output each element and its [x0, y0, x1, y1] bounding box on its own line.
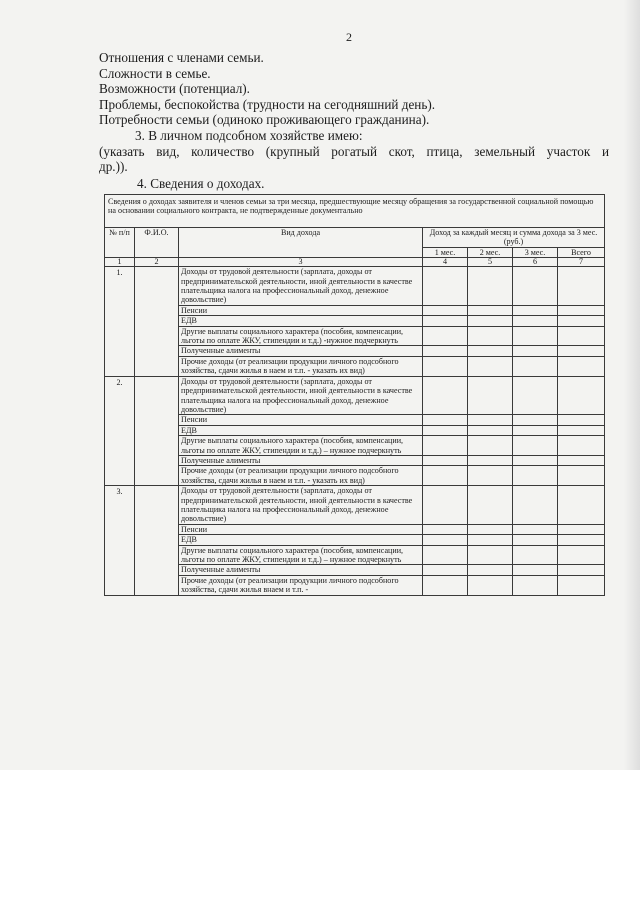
total-amount-cell[interactable] [558, 436, 605, 456]
month-1-amount-cell[interactable] [423, 356, 468, 376]
income-type-cell: Прочие доходы (от реализации продукции личного подсобного хозяйства, сдачи жилья в наем и т.п. - указать их вид) [179, 466, 423, 486]
total-amount-cell[interactable] [558, 575, 605, 595]
income-type-cell: ЕДВ [179, 425, 423, 435]
column-number: 5 [468, 258, 513, 267]
table-row [105, 267, 605, 306]
income-type-cell: Другие выплаты социального характера (пособия, компенсации, льготы по оплате ЖКУ, стипендии и т.д.) – нужное подчеркнуть [179, 436, 423, 456]
month-2-amount-cell[interactable] [468, 415, 513, 425]
month-3-amount-cell[interactable] [513, 436, 558, 456]
income-type-cell: ЕДВ [179, 316, 423, 326]
total-amount-cell[interactable] [558, 415, 605, 425]
table-row [105, 575, 605, 595]
month-1-amount-cell[interactable] [423, 455, 468, 465]
month-3-amount-cell[interactable] [513, 356, 558, 376]
table-row [105, 436, 605, 456]
total-amount-cell[interactable] [558, 455, 605, 465]
table-caption-row [105, 195, 605, 228]
month-3-amount-cell[interactable] [513, 346, 558, 356]
column-number: 3 [179, 258, 423, 267]
header-total: Всего [558, 247, 605, 257]
header-income-group: Доход за каждый месяц и сумма дохода за 3 мес. (руб.) [423, 228, 605, 248]
income-type-cell: Другие выплаты социального характера (пособия, компенсации, льготы по оплате ЖКУ, стипендии и т.д.) – нужное подчеркнуть [179, 545, 423, 565]
table-row [105, 486, 605, 525]
table-row [105, 425, 605, 435]
total-amount-cell[interactable] [558, 425, 605, 435]
income-type-cell: Пенсии [179, 415, 423, 425]
income-type-cell: Доходы от трудовой деятельности (зарплата, доходы от предпринимательской деятельности, иной деятельности в качестве плательщика налога на профессиональный доход, денежное довольствие) [179, 267, 423, 306]
total-amount-cell[interactable] [558, 524, 605, 534]
month-2-amount-cell[interactable] [468, 535, 513, 545]
income-type-cell: Полученные алименты [179, 565, 423, 575]
fio-cell[interactable] [135, 267, 179, 376]
income-type-cell: Доходы от трудовой деятельности (зарплата, доходы от предпринимательской деятельности, иной деятельности в качестве плательщика налога на профессиональный доход, денежное довольствие) [179, 376, 423, 415]
month-3-amount-cell[interactable] [513, 575, 558, 595]
month-3-amount-cell[interactable] [513, 486, 558, 525]
section-4-title: 4. Сведения о доходах. [137, 175, 265, 191]
total-amount-cell[interactable] [558, 305, 605, 315]
column-numbers-row [105, 258, 605, 267]
month-2-amount-cell[interactable] [468, 425, 513, 435]
total-amount-cell[interactable] [558, 565, 605, 575]
income-type-cell: Полученные алименты [179, 346, 423, 356]
section-3-title: 3. В личном подсобном хозяйстве имею: [135, 127, 363, 143]
month-2-amount-cell[interactable] [468, 524, 513, 534]
intro-line: Сложности в семье. [99, 65, 211, 81]
month-1-amount-cell[interactable] [423, 346, 468, 356]
income-type-cell: Прочие доходы (от реализации продукции личного подсобного хозяйства, сдачи жилья в наем и т.п. - указать их вид) [179, 356, 423, 376]
table-row [105, 565, 605, 575]
page-number: 2 [346, 30, 352, 44]
month-1-amount-cell[interactable] [423, 326, 468, 346]
column-number: 7 [558, 258, 605, 267]
month-1-amount-cell[interactable] [423, 376, 468, 415]
month-2-amount-cell[interactable] [468, 346, 513, 356]
intro-text [99, 50, 609, 191]
total-amount-cell[interactable] [558, 267, 605, 306]
month-1-amount-cell[interactable] [423, 545, 468, 565]
table-row [105, 326, 605, 346]
table-row [105, 466, 605, 486]
month-3-amount-cell[interactable] [513, 545, 558, 565]
month-1-amount-cell[interactable] [423, 316, 468, 326]
total-amount-cell[interactable] [558, 346, 605, 356]
income-type-cell: Пенсии [179, 524, 423, 534]
month-1-amount-cell[interactable] [423, 524, 468, 534]
month-1-amount-cell[interactable] [423, 565, 468, 575]
month-3-amount-cell[interactable] [513, 316, 558, 326]
table-row [105, 415, 605, 425]
table-row [105, 346, 605, 356]
month-3-amount-cell[interactable] [513, 466, 558, 486]
total-amount-cell[interactable] [558, 326, 605, 346]
month-2-amount-cell[interactable] [468, 486, 513, 525]
total-amount-cell[interactable] [558, 376, 605, 415]
intro-line: Возможности (потенциал). [99, 81, 250, 97]
month-2-amount-cell[interactable] [468, 466, 513, 486]
table-row [105, 316, 605, 326]
table-row [105, 305, 605, 315]
month-1-amount-cell[interactable] [423, 267, 468, 306]
month-3-amount-cell[interactable] [513, 524, 558, 534]
month-3-amount-cell[interactable] [513, 565, 558, 575]
table-row [105, 545, 605, 565]
header-month-1: 1 мес. [423, 247, 468, 257]
total-amount-cell[interactable] [558, 486, 605, 525]
month-2-amount-cell[interactable] [468, 565, 513, 575]
month-2-amount-cell[interactable] [468, 575, 513, 595]
month-1-amount-cell[interactable] [423, 415, 468, 425]
month-2-amount-cell[interactable] [468, 545, 513, 565]
month-1-amount-cell[interactable] [423, 466, 468, 486]
month-1-amount-cell[interactable] [423, 425, 468, 435]
table-row [105, 376, 605, 415]
header-month-3: 3 мес. [513, 247, 558, 257]
month-1-amount-cell[interactable] [423, 436, 468, 456]
section-3-text-cont: др.)). [99, 159, 128, 175]
table-row [105, 535, 605, 545]
month-1-amount-cell[interactable] [423, 305, 468, 315]
column-number: 6 [513, 258, 558, 267]
column-number: 4 [423, 258, 468, 267]
table-caption: Сведения о доходах заявителя и членов семьи за три месяца, предшествующие месяцу обращения за государственной социальной помощью на основании социального контракта, не подтвержденные документально [105, 195, 605, 228]
row-number-cell: 3. [105, 486, 135, 595]
month-3-amount-cell[interactable] [513, 415, 558, 425]
header-income-type: Вид дохода [179, 228, 423, 258]
intro-line: Потребности семьи (одиноко проживающего гражданина). [99, 112, 430, 128]
month-2-amount-cell[interactable] [468, 376, 513, 415]
column-number: 2 [135, 258, 179, 267]
fio-cell[interactable] [135, 486, 179, 595]
income-type-cell: Доходы от трудовой деятельности (зарплата, доходы от предпринимательской деятельности, иной деятельности в качестве плательщика налога на профессиональный доход, денежное довольствие) [179, 486, 423, 525]
column-number: 1 [105, 258, 135, 267]
table-row [105, 455, 605, 465]
total-amount-cell[interactable] [558, 356, 605, 376]
scan-edge [624, 0, 640, 770]
month-2-amount-cell[interactable] [468, 316, 513, 326]
month-1-amount-cell[interactable] [423, 575, 468, 595]
month-2-amount-cell[interactable] [468, 436, 513, 456]
month-1-amount-cell[interactable] [423, 486, 468, 525]
fio-cell[interactable] [135, 376, 179, 485]
section-3-text: (указать вид, количество (крупный рогатый скот, птица, земельный участок и [99, 143, 609, 159]
header-month-2: 2 мес. [468, 247, 513, 257]
total-amount-cell[interactable] [558, 466, 605, 486]
total-amount-cell[interactable] [558, 535, 605, 545]
month-2-amount-cell[interactable] [468, 305, 513, 315]
month-2-amount-cell[interactable] [468, 356, 513, 376]
month-1-amount-cell[interactable] [423, 535, 468, 545]
income-type-cell: Другие выплаты социального характера (пособия, компенсации, льготы по оплате ЖКУ, стипендии и т.д.) -нужное подчеркнуть [179, 326, 423, 346]
income-type-cell: ЕДВ [179, 535, 423, 545]
intro-line: Проблемы, беспокойства (трудности на сегодняшний день). [99, 96, 436, 112]
row-number-cell: 2. [105, 376, 135, 485]
month-2-amount-cell[interactable] [468, 267, 513, 306]
month-3-amount-cell[interactable] [513, 305, 558, 315]
income-type-cell: Пенсии [179, 305, 423, 315]
month-2-amount-cell[interactable] [468, 455, 513, 465]
table-header-row [105, 228, 605, 248]
total-amount-cell[interactable] [558, 545, 605, 565]
income-table [104, 194, 605, 596]
month-3-amount-cell[interactable] [513, 455, 558, 465]
table-row [105, 524, 605, 534]
income-type-cell: Прочие доходы (от реализации продукции личного подсобного хозяйства, сдачи жилья внаем и т.п. - [179, 575, 423, 595]
intro-line: Отношения с членами семьи. [99, 50, 264, 65]
header-fio: Ф.И.О. [135, 228, 179, 258]
header-num: № п/п [105, 228, 135, 258]
month-3-amount-cell[interactable] [513, 267, 558, 306]
table-row [105, 356, 605, 376]
total-amount-cell[interactable] [558, 316, 605, 326]
month-3-amount-cell[interactable] [513, 425, 558, 435]
row-number-cell: 1. [105, 267, 135, 376]
month-2-amount-cell[interactable] [468, 326, 513, 346]
month-3-amount-cell[interactable] [513, 535, 558, 545]
income-table-wrapper [104, 194, 604, 596]
month-3-amount-cell[interactable] [513, 326, 558, 346]
month-3-amount-cell[interactable] [513, 376, 558, 415]
income-type-cell: Полученные алименты [179, 455, 423, 465]
